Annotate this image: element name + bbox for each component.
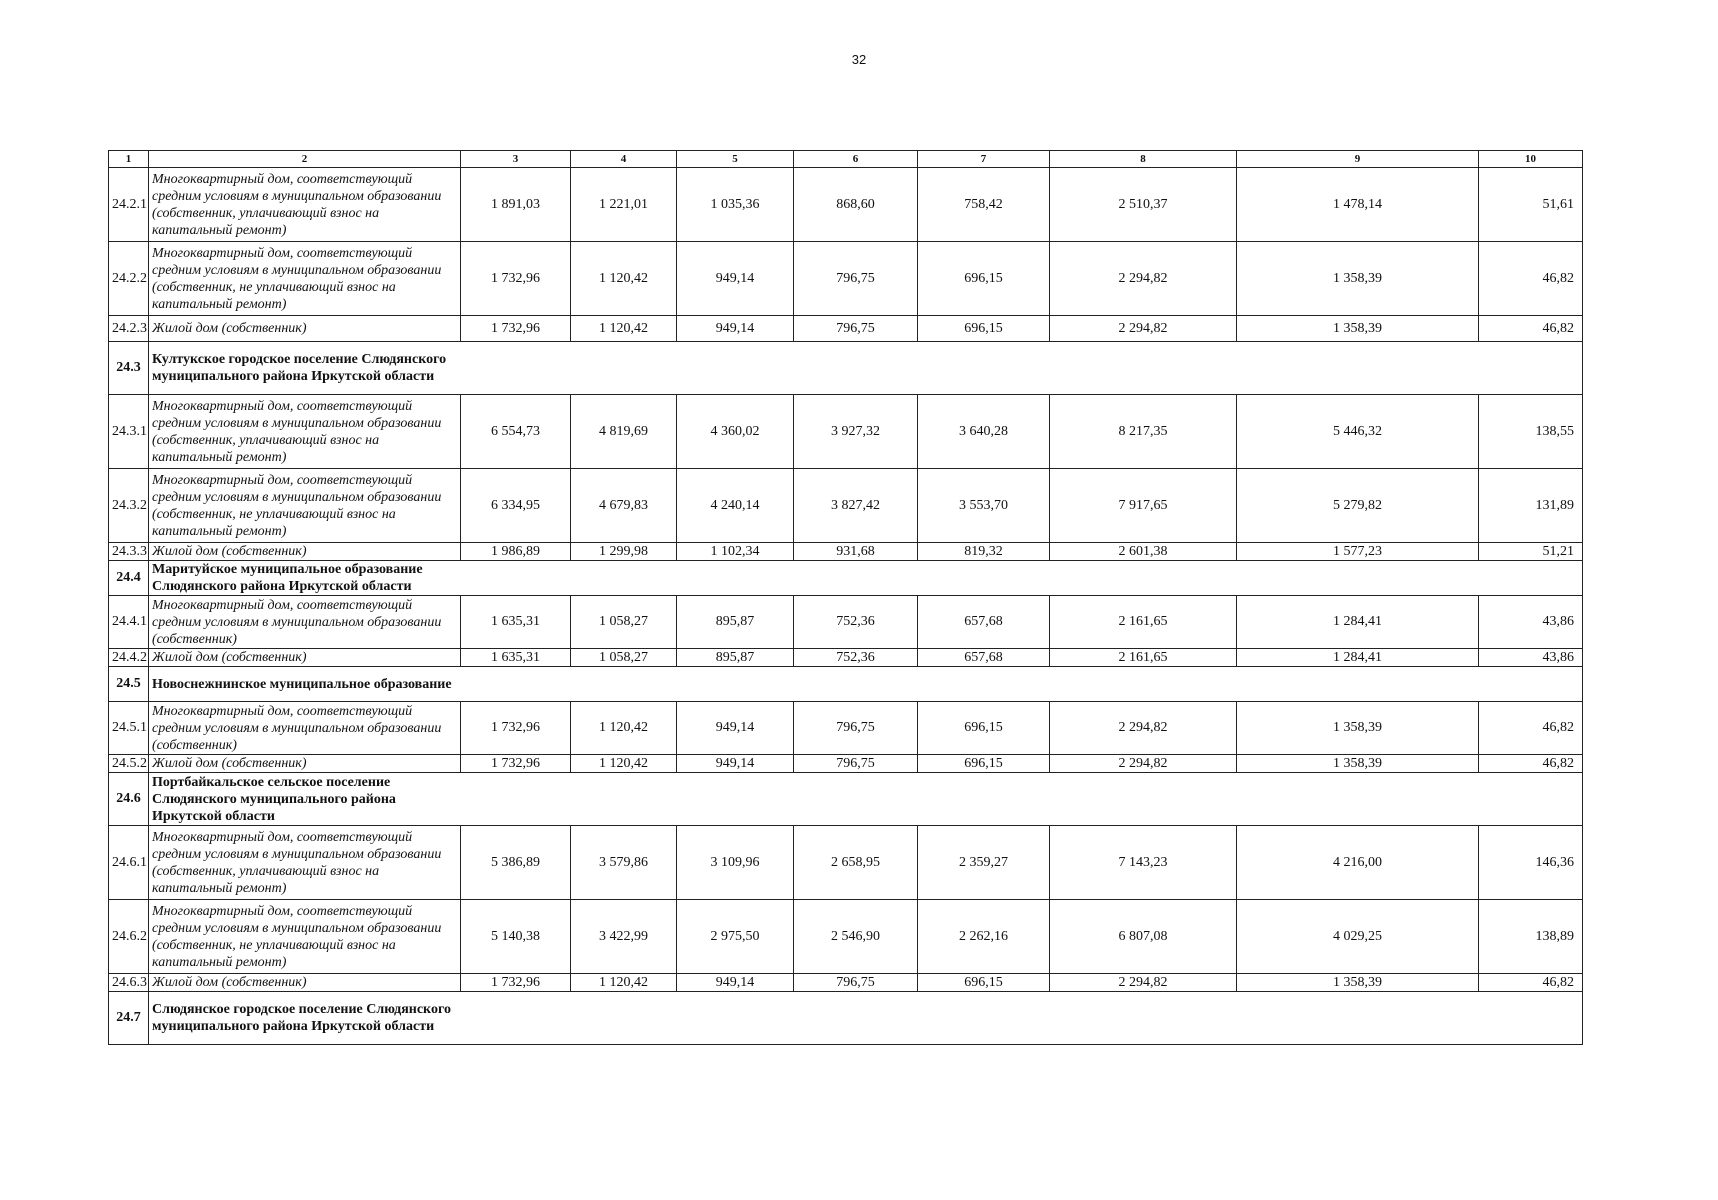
value-cell: 1 120,42	[571, 755, 677, 773]
value-cell: 3 553,70	[918, 469, 1050, 543]
value-cell: 8 217,35	[1050, 395, 1237, 469]
value-cell: 1 635,31	[461, 596, 571, 649]
header-cell: 7	[918, 151, 1050, 168]
table-row	[109, 316, 1583, 342]
header-cell: 4	[571, 151, 677, 168]
row-code: 24.3.1	[109, 395, 149, 469]
header-cell: 1	[109, 151, 149, 168]
value-cell: 2 294,82	[1050, 702, 1237, 755]
section-title-text: Култукское городское поселение Слюдянского муниципального района Иркутской области	[152, 352, 447, 384]
value-cell: 1 058,27	[571, 596, 677, 649]
row-description: Многоквартирный дом, соответствующий средним условиям в муниципальном образовании (собственник)	[149, 596, 461, 649]
row-description: Многоквартирный дом, соответствующий средним условиям в муниципальном образовании (собственник)	[149, 702, 461, 755]
value-cell: 696,15	[918, 316, 1050, 342]
value-cell: 2 510,37	[1050, 168, 1237, 242]
value-cell: 4 360,02	[677, 395, 794, 469]
value-cell: 4 240,14	[677, 469, 794, 543]
header-cell: 10	[1479, 151, 1583, 168]
header-cell: 9	[1237, 151, 1479, 168]
value-cell: 5 279,82	[1237, 469, 1479, 543]
value-cell: 2 262,16	[918, 900, 1050, 974]
table-row	[109, 974, 1583, 992]
value-cell: 3 422,99	[571, 900, 677, 974]
value-cell: 2 359,27	[918, 826, 1050, 900]
table-row	[109, 543, 1583, 561]
section-title-text: Маритуйское муниципальное образование Слюдянского района Иркутской области	[152, 562, 423, 594]
section-row	[109, 667, 1583, 702]
section-row	[109, 342, 1583, 395]
value-cell: 5 140,38	[461, 900, 571, 974]
value-cell: 51,61	[1479, 168, 1583, 242]
section-title	[149, 561, 1583, 596]
value-cell: 1 732,96	[461, 755, 571, 773]
row-code: 24.5.1	[109, 702, 149, 755]
value-cell: 4 679,83	[571, 469, 677, 543]
value-cell: 2 546,90	[794, 900, 918, 974]
page-number: 32	[851, 52, 867, 67]
table-row	[109, 900, 1583, 974]
value-cell: 46,82	[1479, 755, 1583, 773]
value-cell: 868,60	[794, 168, 918, 242]
row-code: 24.4.1	[109, 596, 149, 649]
value-cell: 2 161,65	[1050, 596, 1237, 649]
value-cell: 1 732,96	[461, 316, 571, 342]
value-cell: 2 294,82	[1050, 242, 1237, 316]
row-description: Многоквартирный дом, соответствующий средним условиям в муниципальном образовании (собственник, не уплачивающий взнос на капитальный ремонт)	[149, 900, 461, 974]
row-code: 24.6.2	[109, 900, 149, 974]
value-cell: 138,89	[1479, 900, 1583, 974]
value-cell: 6 554,73	[461, 395, 571, 469]
header-cell: 6	[794, 151, 918, 168]
value-cell: 5 446,32	[1237, 395, 1479, 469]
value-cell: 1 284,41	[1237, 596, 1479, 649]
row-description: Многоквартирный дом, соответствующий средним условиям в муниципальном образовании (собственник, уплачивающий взнос на капитальный ремонт)	[149, 168, 461, 242]
value-cell: 949,14	[677, 242, 794, 316]
row-description: Жилой дом (собственник)	[149, 974, 461, 992]
row-description: Жилой дом (собственник)	[149, 316, 461, 342]
value-cell: 146,36	[1479, 826, 1583, 900]
value-cell: 1 986,89	[461, 543, 571, 561]
value-cell: 1 120,42	[571, 702, 677, 755]
value-cell: 696,15	[918, 974, 1050, 992]
value-cell: 696,15	[918, 702, 1050, 755]
row-code: 24.6.1	[109, 826, 149, 900]
value-cell: 46,82	[1479, 702, 1583, 755]
value-cell: 1 102,34	[677, 543, 794, 561]
value-cell: 3 927,32	[794, 395, 918, 469]
value-cell: 3 827,42	[794, 469, 918, 543]
value-cell: 1 299,98	[571, 543, 677, 561]
value-cell: 796,75	[794, 702, 918, 755]
value-cell: 6 807,08	[1050, 900, 1237, 974]
row-description: Жилой дом (собственник)	[149, 543, 461, 561]
section-row	[109, 773, 1583, 826]
value-cell: 131,89	[1479, 469, 1583, 543]
value-cell: 2 294,82	[1050, 316, 1237, 342]
row-code: 24.2.1	[109, 168, 149, 242]
value-cell: 657,68	[918, 649, 1050, 667]
value-cell: 1 358,39	[1237, 755, 1479, 773]
section-title	[149, 342, 1583, 395]
section-code: 24.5	[109, 667, 149, 702]
value-cell: 696,15	[918, 242, 1050, 316]
value-cell: 1 478,14	[1237, 168, 1479, 242]
value-cell: 43,86	[1479, 649, 1583, 667]
value-cell: 895,87	[677, 649, 794, 667]
section-row	[109, 992, 1583, 1045]
value-cell: 4 029,25	[1237, 900, 1479, 974]
value-cell: 1 358,39	[1237, 974, 1479, 992]
table-row	[109, 395, 1583, 469]
table-row	[109, 469, 1583, 543]
row-code: 24.2.3	[109, 316, 149, 342]
value-cell: 3 640,28	[918, 395, 1050, 469]
value-cell: 138,55	[1479, 395, 1583, 469]
value-cell: 1 732,96	[461, 242, 571, 316]
section-code: 24.7	[109, 992, 149, 1045]
row-code: 24.3.2	[109, 469, 149, 543]
row-code: 24.2.2	[109, 242, 149, 316]
table-row	[109, 755, 1583, 773]
header-cell: 5	[677, 151, 794, 168]
value-cell: 51,21	[1479, 543, 1583, 561]
section-code: 24.6	[109, 773, 149, 826]
row-description: Жилой дом (собственник)	[149, 649, 461, 667]
value-cell: 1 732,96	[461, 702, 571, 755]
value-cell: 796,75	[794, 755, 918, 773]
value-cell: 1 058,27	[571, 649, 677, 667]
value-cell: 657,68	[918, 596, 1050, 649]
value-cell: 796,75	[794, 242, 918, 316]
value-cell: 949,14	[677, 974, 794, 992]
section-title	[149, 992, 1583, 1045]
value-cell: 46,82	[1479, 316, 1583, 342]
value-cell: 949,14	[677, 316, 794, 342]
header-cell: 3	[461, 151, 571, 168]
header-cell: 2	[149, 151, 461, 168]
value-cell: 2 601,38	[1050, 543, 1237, 561]
value-cell: 1 635,31	[461, 649, 571, 667]
value-cell: 1 120,42	[571, 242, 677, 316]
value-cell: 43,86	[1479, 596, 1583, 649]
value-cell: 796,75	[794, 316, 918, 342]
value-cell: 752,36	[794, 596, 918, 649]
row-code: 24.6.3	[109, 974, 149, 992]
value-cell: 1 358,39	[1237, 316, 1479, 342]
value-cell: 1 120,42	[571, 316, 677, 342]
value-cell: 1 284,41	[1237, 649, 1479, 667]
value-cell: 1 577,23	[1237, 543, 1479, 561]
value-cell: 2 658,95	[794, 826, 918, 900]
value-cell: 895,87	[677, 596, 794, 649]
value-cell: 796,75	[794, 974, 918, 992]
value-cell: 2 161,65	[1050, 649, 1237, 667]
section-row	[109, 561, 1583, 596]
header-cell: 8	[1050, 151, 1237, 168]
value-cell: 2 294,82	[1050, 974, 1237, 992]
value-cell: 949,14	[677, 702, 794, 755]
value-cell: 1 035,36	[677, 168, 794, 242]
value-cell: 2 975,50	[677, 900, 794, 974]
value-cell: 819,32	[918, 543, 1050, 561]
section-code: 24.4	[109, 561, 149, 596]
row-description: Многоквартирный дом, соответствующий средним условиям в муниципальном образовании (собственник, уплачивающий взнос на капитальный ремонт)	[149, 395, 461, 469]
row-description: Многоквартирный дом, соответствующий средним условиям в муниципальном образовании (собственник, не уплачивающий взнос на капитальный ремонт)	[149, 469, 461, 543]
value-cell: 3 109,96	[677, 826, 794, 900]
value-cell: 1 891,03	[461, 168, 571, 242]
table-row	[109, 168, 1583, 242]
section-title	[149, 773, 1583, 826]
value-cell: 752,36	[794, 649, 918, 667]
header-row	[109, 151, 1583, 168]
value-cell: 5 386,89	[461, 826, 571, 900]
table-row	[109, 649, 1583, 667]
section-title-text: Новоснежнинское муниципальное образование	[152, 676, 452, 692]
table-body	[109, 151, 1583, 1045]
row-description: Жилой дом (собственник)	[149, 755, 461, 773]
value-cell: 1 120,42	[571, 974, 677, 992]
row-code: 24.3.3	[109, 543, 149, 561]
row-code: 24.4.2	[109, 649, 149, 667]
section-title	[149, 667, 1583, 702]
value-cell: 6 334,95	[461, 469, 571, 543]
value-cell: 3 579,86	[571, 826, 677, 900]
value-cell: 696,15	[918, 755, 1050, 773]
table-row	[109, 242, 1583, 316]
section-title-text: Слюдянское городское поселение Слюдянского муниципального района Иркутской области	[152, 1002, 451, 1034]
value-cell: 2 294,82	[1050, 755, 1237, 773]
table-row	[109, 596, 1583, 649]
value-cell: 1 358,39	[1237, 242, 1479, 316]
row-description: Многоквартирный дом, соответствующий средним условиям в муниципальном образовании (собственник, уплачивающий взнос на капитальный ремонт)	[149, 826, 461, 900]
value-cell: 46,82	[1479, 974, 1583, 992]
section-title-text: Портбайкальское сельское поселение Слюдянского муниципального района Иркутской области	[152, 774, 396, 824]
row-description: Многоквартирный дом, соответствующий средним условиям в муниципальном образовании (собственник, не уплачивающий взнос на капитальный ремонт)	[149, 242, 461, 316]
value-cell: 949,14	[677, 755, 794, 773]
value-cell: 1 358,39	[1237, 702, 1479, 755]
table-row	[109, 702, 1583, 755]
value-cell: 7 917,65	[1050, 469, 1237, 543]
value-cell: 4 819,69	[571, 395, 677, 469]
value-cell: 931,68	[794, 543, 918, 561]
row-code: 24.5.2	[109, 755, 149, 773]
table-row	[109, 826, 1583, 900]
section-code: 24.3	[109, 342, 149, 395]
value-cell: 46,82	[1479, 242, 1583, 316]
value-cell: 4 216,00	[1237, 826, 1479, 900]
tariff-table	[108, 150, 1583, 1045]
value-cell: 1 732,96	[461, 974, 571, 992]
value-cell: 758,42	[918, 168, 1050, 242]
value-cell: 7 143,23	[1050, 826, 1237, 900]
value-cell: 1 221,01	[571, 168, 677, 242]
